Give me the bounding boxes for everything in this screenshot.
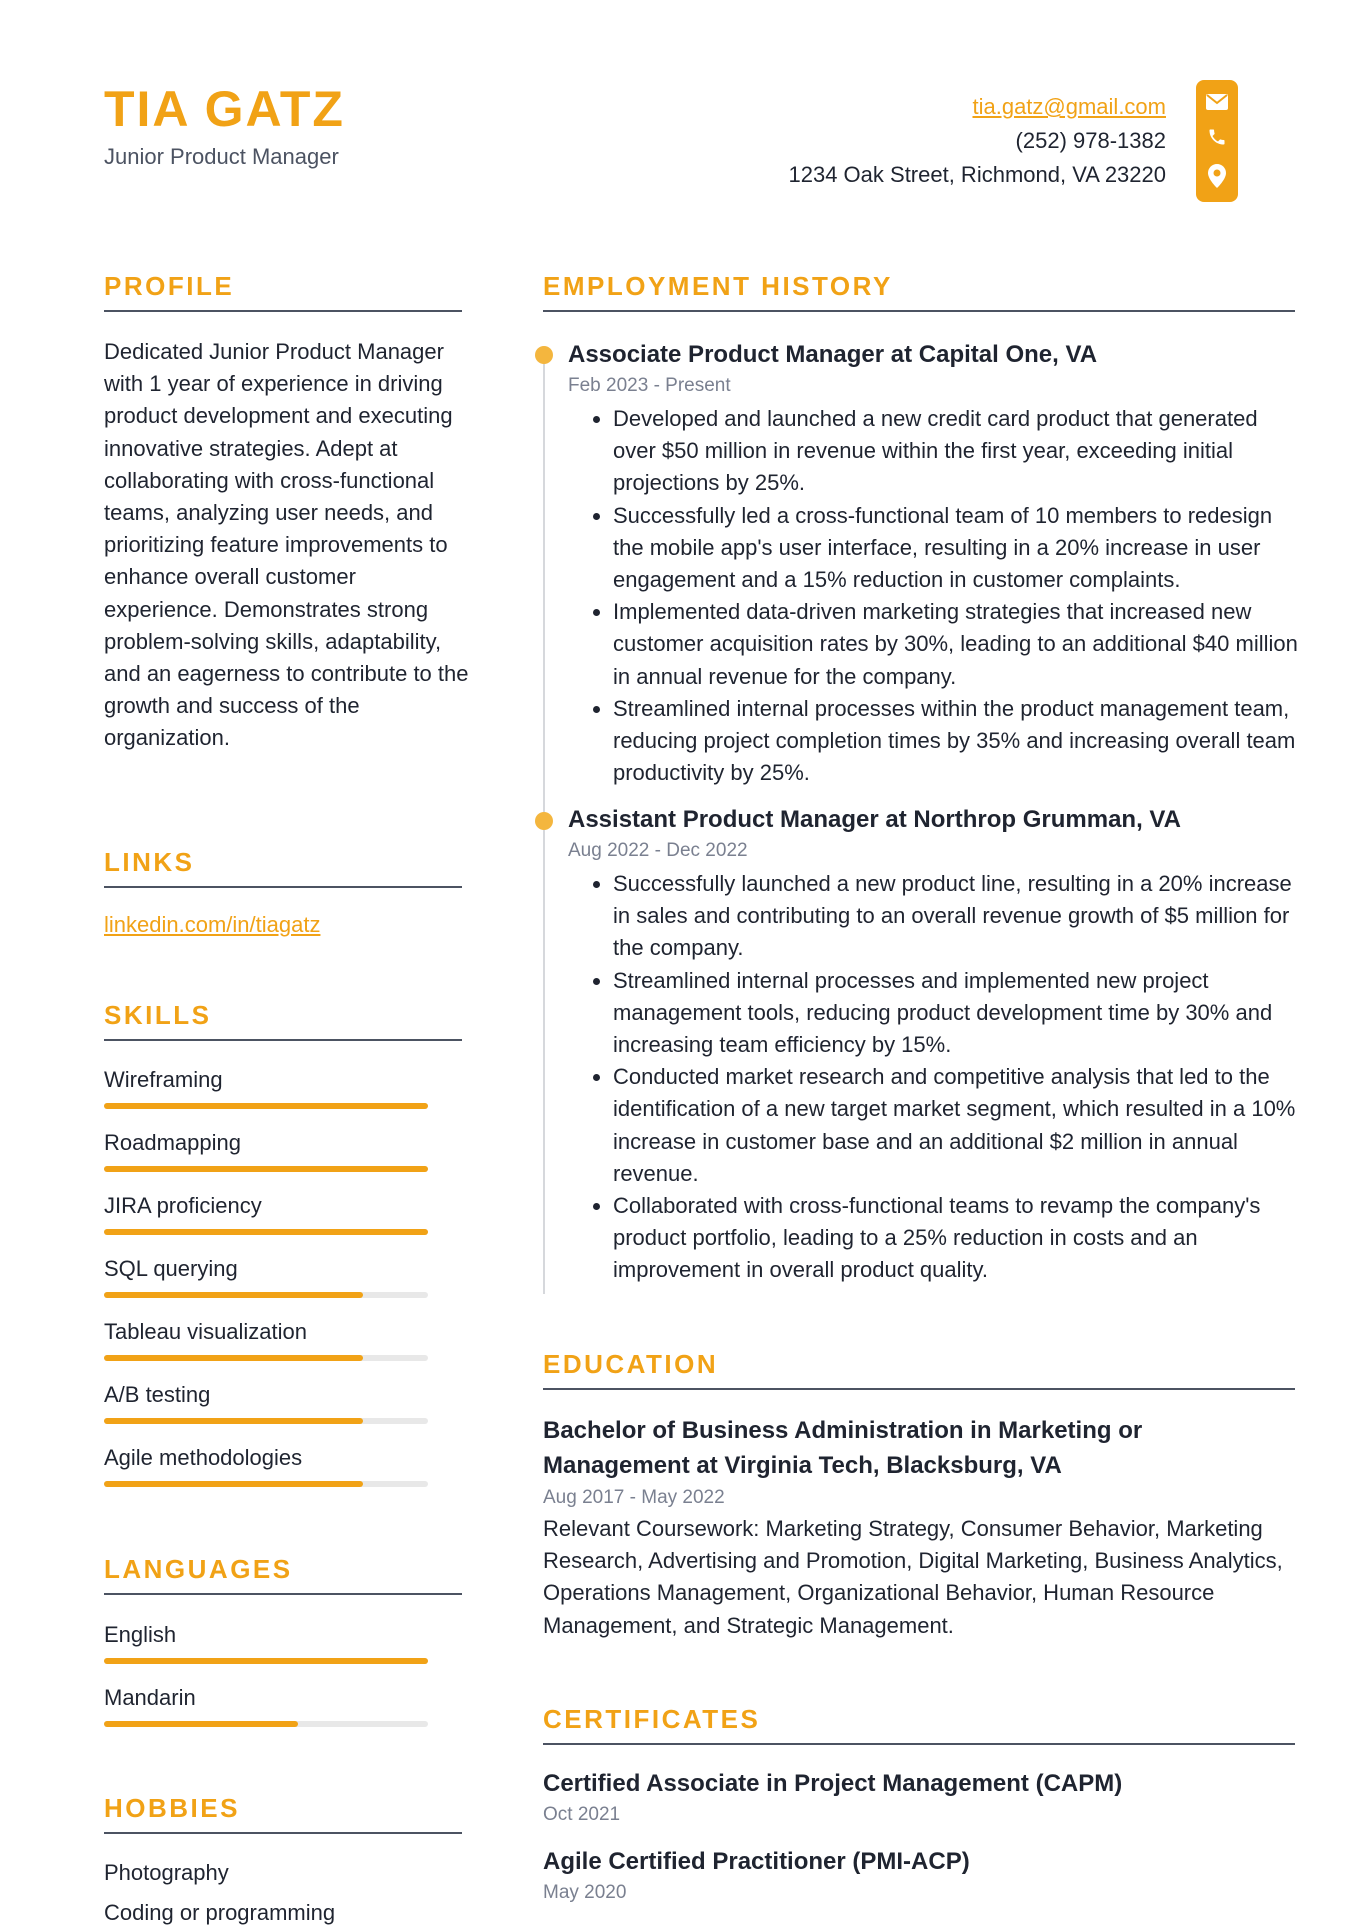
certificate-entry bbox=[543, 1846, 1295, 1908]
skill-level-fill bbox=[104, 1103, 428, 1109]
skill-item bbox=[104, 1191, 428, 1235]
job-dates: Feb 2023 - Present bbox=[568, 375, 731, 396]
education-heading: EDUCATION bbox=[543, 1350, 1295, 1390]
job-bullet: • Successfully launched a new product line, resulting in a 20% increase in sales and contributing to an overall revenue growth of $5 million for the company. bbox=[613, 868, 1298, 965]
language-item bbox=[104, 1683, 428, 1727]
email-link[interactable]: tia.gatz@gmail.com bbox=[972, 94, 1166, 119]
job-bullet: • Collaborated with cross-functional teams to revamp the company's product portfolio, leading to a 25% reduction in costs and an improvement in overall product quality. bbox=[613, 1190, 1298, 1287]
job-bullet: • Streamlined internal processes and implemented new project management tools, reducing product development time by 30% and increasing team efficiency by 15%. bbox=[613, 965, 1298, 1062]
skill-item bbox=[104, 1065, 428, 1109]
skill-level-fill bbox=[104, 1481, 363, 1487]
map-pin-icon bbox=[1208, 164, 1226, 188]
job-entry bbox=[568, 339, 1298, 789]
language-level-bar bbox=[104, 1721, 428, 1727]
job-bullet: • Streamlined internal processes within the product management team, reducing project completion times by 35% and increasing overall team productivity by 25%. bbox=[613, 693, 1298, 790]
phone-number: (252) 978-1382 bbox=[1015, 128, 1166, 153]
linkedin-link[interactable]: linkedin.com/in/tiagatz bbox=[104, 912, 321, 937]
certificate-name: Agile Certified Practitioner (PMI-ACP) bbox=[543, 1848, 970, 1875]
phone-icon bbox=[1207, 127, 1227, 147]
job-bullet: • Implemented data-driven marketing strategies that increased new customer acquisition rates by 30%, leading to an additional $40 million in annual revenue for the company. bbox=[613, 596, 1298, 693]
links-heading: LINKS bbox=[104, 848, 462, 888]
education-coursework: Relevant Coursework: Marketing Strategy, Consumer Behavior, Marketing Research, Advertising and Promotion, Digital Marketing, Business Analytics, Operations Management, Organizational Behavior, Human Resource Management, and Strategic Management. bbox=[543, 1516, 1283, 1638]
contact-icon-strip bbox=[1196, 80, 1238, 202]
skill-level-bar bbox=[104, 1481, 428, 1487]
language-level-fill bbox=[104, 1721, 298, 1727]
skill-item bbox=[104, 1254, 428, 1298]
job-bullets bbox=[568, 868, 1298, 1287]
certificates-heading: CERTIFICATES bbox=[543, 1705, 1295, 1745]
timeline-dot bbox=[535, 812, 553, 830]
skill-name: Tableau visualization bbox=[104, 1319, 308, 1344]
skill-name: JIRA proficiency bbox=[104, 1193, 262, 1218]
education-dates: Aug 2017 - May 2022 bbox=[543, 1487, 725, 1508]
certificate-entry bbox=[543, 1768, 1295, 1830]
skill-level-fill bbox=[104, 1418, 363, 1424]
job-bullet: • Developed and launched a new credit card product that generated over $50 million in revenue within the first year, exceeding initial projections by 25%. bbox=[613, 403, 1298, 500]
timeline-dot bbox=[535, 346, 553, 364]
degree-title: Bachelor of Business Administration in Marketing or Management at Virginia Tech, Blacksburg, VA bbox=[543, 1417, 1143, 1479]
hobbies-heading: HOBBIES bbox=[104, 1794, 462, 1834]
skills-heading: SKILLS bbox=[104, 1001, 462, 1041]
language-level-bar bbox=[104, 1658, 428, 1664]
skill-name: Wireframing bbox=[104, 1067, 223, 1092]
skill-level-bar bbox=[104, 1292, 428, 1298]
job-bullets bbox=[568, 403, 1298, 789]
skill-item bbox=[104, 1443, 428, 1487]
job-entry bbox=[568, 804, 1298, 1287]
envelope-icon bbox=[1206, 94, 1228, 110]
candidate-title: Junior Product Manager bbox=[104, 144, 339, 169]
skill-level-bar bbox=[104, 1166, 428, 1172]
skill-level-fill bbox=[104, 1355, 363, 1361]
skill-level-bar bbox=[104, 1229, 428, 1235]
skill-level-bar bbox=[104, 1355, 428, 1361]
skill-level-bar bbox=[104, 1103, 428, 1109]
hobby-item: Coding or programming bbox=[104, 1900, 336, 1925]
skill-name: Agile methodologies bbox=[104, 1445, 303, 1470]
skill-name: SQL querying bbox=[104, 1256, 238, 1281]
employment-heading: EMPLOYMENT HISTORY bbox=[543, 272, 1295, 312]
language-level-fill bbox=[104, 1658, 428, 1664]
job-title: Associate Product Manager at Capital One, VA bbox=[568, 341, 1098, 368]
skill-level-fill bbox=[104, 1166, 428, 1172]
job-bullet: • Conducted market research and competitive analysis that led to the identification of a new target market segment, which resulted in a 10% increase in customer base and an additional $2 million in annual revenue. bbox=[613, 1061, 1298, 1190]
certificate-name: Certified Associate in Project Management (CAPM) bbox=[543, 1770, 1123, 1797]
job-dates: Aug 2022 - Dec 2022 bbox=[568, 840, 748, 861]
skill-level-fill bbox=[104, 1292, 363, 1298]
skill-item bbox=[104, 1317, 428, 1361]
contact-block bbox=[789, 90, 1239, 192]
education-entry bbox=[543, 1413, 1295, 1642]
skill-level-bar bbox=[104, 1418, 428, 1424]
language-name: English bbox=[104, 1622, 177, 1647]
certificate-date: Oct 2021 bbox=[543, 1804, 621, 1825]
languages-heading: LANGUAGES bbox=[104, 1555, 462, 1595]
skill-name: A/B testing bbox=[104, 1382, 211, 1407]
skill-item bbox=[104, 1128, 428, 1172]
language-name: Mandarin bbox=[104, 1685, 196, 1710]
skill-name: Roadmapping bbox=[104, 1130, 241, 1155]
certificate-date: May 2020 bbox=[543, 1882, 627, 1903]
candidate-name: TIA GATZ bbox=[104, 81, 345, 137]
job-title: Assistant Product Manager at Northrop Grumman, VA bbox=[568, 806, 1181, 833]
address: 1234 Oak Street, Richmond, VA 23220 bbox=[788, 162, 1166, 187]
skill-item bbox=[104, 1380, 428, 1424]
profile-heading: PROFILE bbox=[104, 272, 462, 312]
job-bullet: • Successfully led a cross-functional team of 10 members to redesign the mobile app's user interface, resulting in a 20% increase in user engagement and a 15% reduction in customer complaints. bbox=[613, 500, 1298, 597]
profile-summary: Dedicated Junior Product Manager with 1 year of experience in driving product development and executing innovative strategies. Adept at collaborating with cross-functional teams, analyzing user needs, and prioritizing feature improvements to enhance overall customer experience. Demonstrates strong problem-solving skills, adaptability, and an eagerness to contribute to the growth and success of the organization. bbox=[104, 339, 469, 751]
hobby-item: Photography bbox=[104, 1860, 229, 1885]
skill-level-fill bbox=[104, 1229, 428, 1235]
language-item bbox=[104, 1620, 428, 1664]
